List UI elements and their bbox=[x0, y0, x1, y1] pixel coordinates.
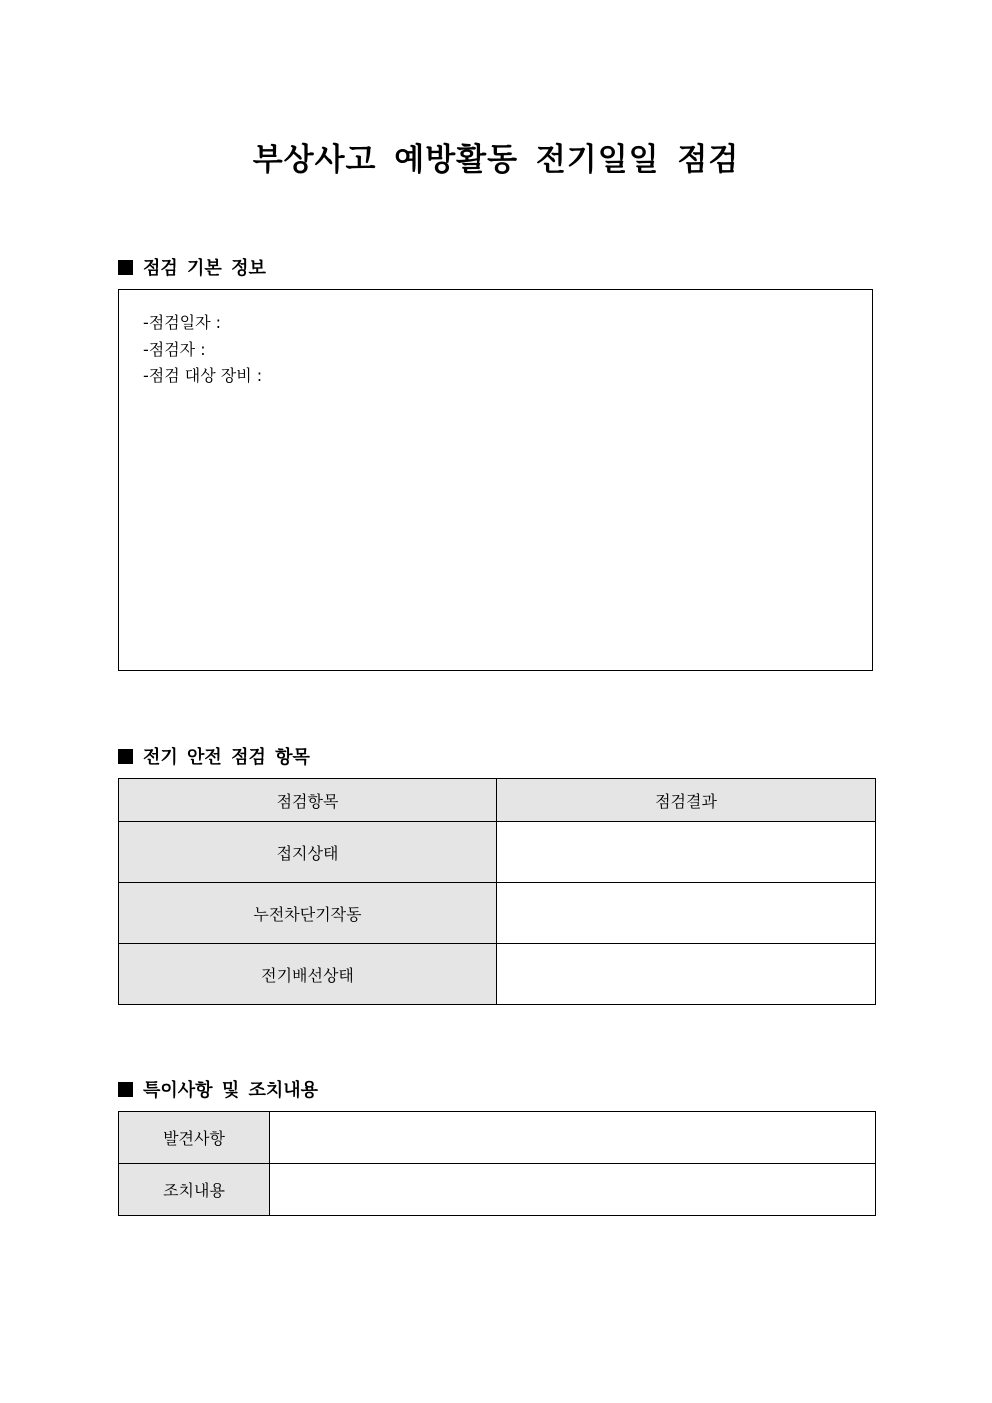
actions-field[interactable] bbox=[270, 1164, 876, 1216]
table-row bbox=[119, 1112, 876, 1164]
section-heading-notes bbox=[118, 1076, 318, 1102]
check-item-label: 접지상태 bbox=[119, 822, 497, 883]
table-row bbox=[119, 822, 876, 883]
check-item-label: 전기배선상태 bbox=[119, 944, 497, 1005]
basic-info-box[interactable] bbox=[118, 289, 873, 671]
safety-check-table bbox=[118, 778, 876, 1005]
target-equipment-line: -점검 대상 장비 : bbox=[143, 366, 263, 385]
inspection-date-line: -점검일자 : bbox=[143, 313, 222, 332]
check-result-cell[interactable] bbox=[497, 883, 876, 944]
section-heading-label: 점검 기본 정보 bbox=[143, 258, 266, 279]
check-result-cell[interactable] bbox=[497, 944, 876, 1005]
column-header-result: 점검결과 bbox=[497, 779, 876, 822]
notes-table bbox=[118, 1111, 876, 1216]
table-header-row bbox=[119, 779, 876, 822]
square-bullet-icon bbox=[118, 749, 133, 764]
check-item-label: 누전차단기작동 bbox=[119, 883, 497, 944]
table-row bbox=[119, 1164, 876, 1216]
findings-field[interactable] bbox=[270, 1112, 876, 1164]
section-heading-basic-info bbox=[118, 254, 266, 280]
check-result-cell[interactable] bbox=[497, 822, 876, 883]
section-heading-safety-check bbox=[118, 743, 310, 769]
square-bullet-icon bbox=[118, 1082, 133, 1097]
document-title: 부상사고 예방활동 전기일일 점검 bbox=[252, 142, 740, 178]
section-heading-label: 특이사항 및 조치내용 bbox=[143, 1080, 319, 1101]
actions-label: 조치내용 bbox=[119, 1164, 270, 1216]
findings-label: 발견사항 bbox=[119, 1112, 270, 1164]
column-header-item: 점검항목 bbox=[119, 779, 497, 822]
square-bullet-icon bbox=[118, 260, 133, 275]
table-row bbox=[119, 883, 876, 944]
section-heading-label: 전기 안전 점검 항목 bbox=[143, 747, 310, 768]
table-row bbox=[119, 944, 876, 1005]
inspector-line: -점검자 : bbox=[143, 339, 206, 359]
